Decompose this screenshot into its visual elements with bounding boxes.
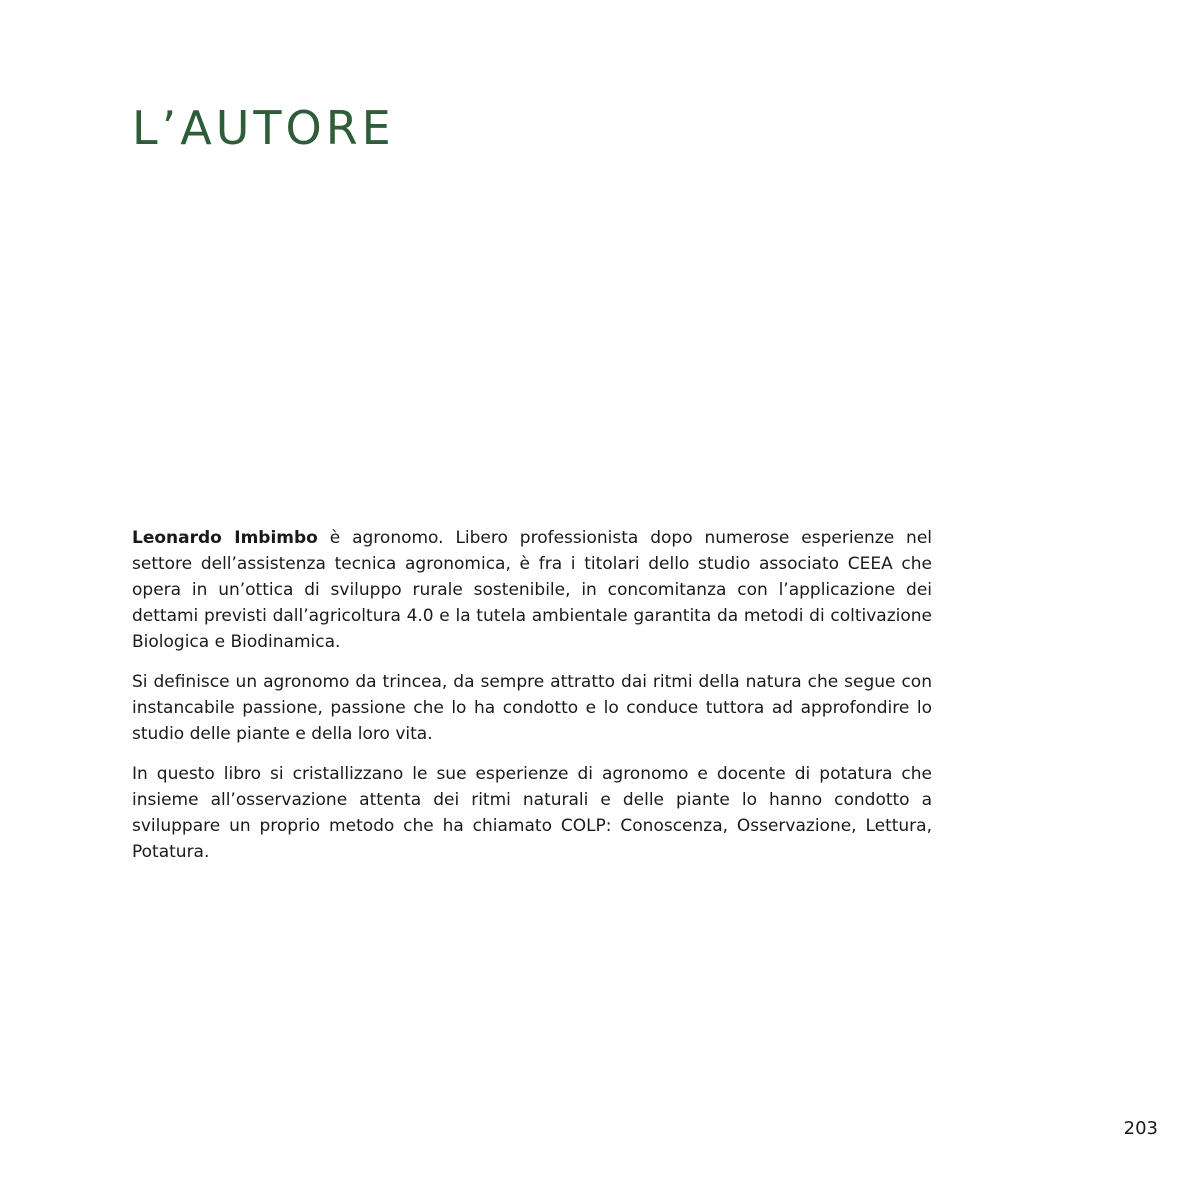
bio-paragraph-2: Si definisce un agronomo da trincea, da sempre attratto dai ritmi della natura che segue con instancabile passione, passione che lo ha condotto e lo conduce tuttora ad approfondire lo studio delle piante e della loro vita. (132, 672, 932, 744)
author-name: Leonardo Imbimbo (132, 528, 318, 548)
page-title: L’AUTORE (132, 101, 395, 155)
bio-paragraph-3: In questo libro si cristallizzano le sue esperienze di agronomo e docente di potatura che insieme all’osservazione attenta dei ritmi naturali e delle piante lo hanno condotto a sviluppare un proprio metodo che ha chiamato COLP: Conoscenza, Osservazione, Lettura, Potatura. (132, 764, 932, 862)
bio-paragraph-1-text: è agronomo. Libero professionista dopo numerose esperienze nel settore dell’assistenza tecnica agronomica, è fra i titolari dello studio associato CEEA che opera in un’ottica di sviluppo rurale sostenibile, in concomitanza con l’applicazione dei dettami previsti dall’agricoltura 4.0 e la tutela ambientale garantita da metodi di coltivazione Biologica e Biodinamica. (132, 528, 932, 652)
author-bio (132, 525, 932, 879)
bio-paragraph-1 (132, 525, 932, 655)
page-number: 203 (1123, 1118, 1158, 1139)
